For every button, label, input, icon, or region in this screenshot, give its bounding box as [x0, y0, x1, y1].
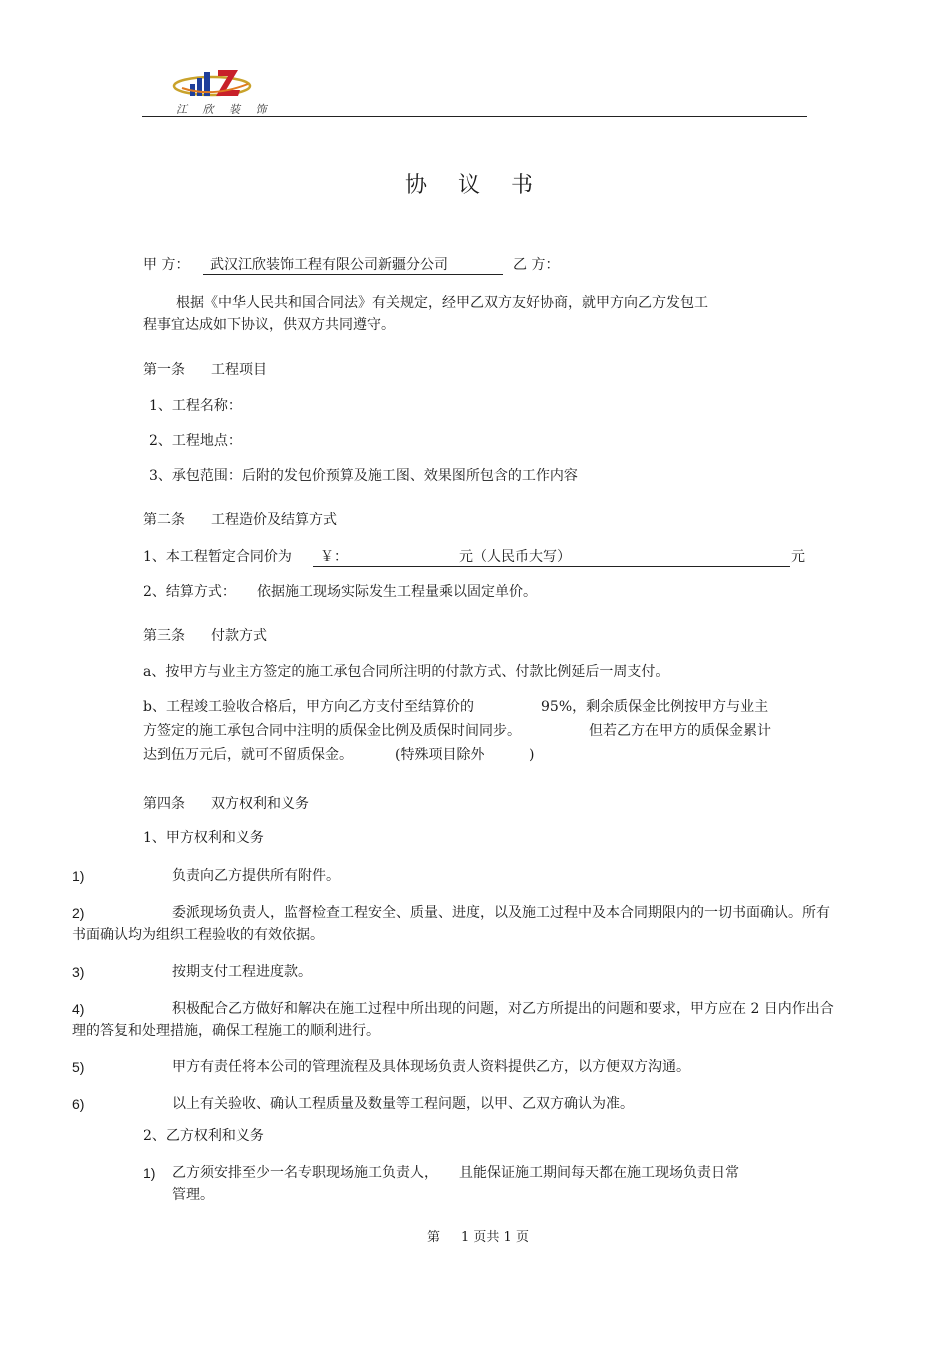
party-a-value: 武汉江欣装饰工程有限公司新疆分公司 [203, 256, 503, 275]
party-a-item-text: 负责向乙方提供所有附件。 [172, 868, 340, 884]
article-2-title: 工程造价及结算方式 [211, 512, 337, 528]
page-number: 1 页共 1 页 [461, 1230, 529, 1245]
logo-text: 江 欣 装 饰 [176, 103, 273, 116]
party-a-item-text: 甲方有责任将本公司的管理流程及具体现场负责人资料提供乙方，以方便双方沟通。 [172, 1059, 690, 1075]
party-a-item-number: 3) [72, 964, 85, 980]
payment-item-b-line-3c: ) [529, 747, 535, 763]
party-b-duties-heading: 2、乙方权利和义务 [143, 1128, 264, 1144]
party-a-item-continuation: 理的答复和处理措施，确保工程施工的顺利进行。 [72, 1023, 380, 1039]
party-b-item-text-b: 且能保证施工期间每天都在施工现场负责日常 [459, 1165, 739, 1181]
page-number-prefix: 第 [427, 1230, 441, 1245]
party-a-item-text: 按期支付工程进度款。 [172, 964, 312, 980]
party-a-item-number: 1) [72, 868, 85, 884]
article-3-title: 付款方式 [211, 628, 267, 644]
party-a-item-text: 积极配合乙方做好和解决在施工过程中所出现的问题，对乙方所提出的问题和要求，甲方应在 2 日内作出合 [172, 1001, 834, 1017]
intro-line-1: 根据《中华人民共和国合同法》有关规定，经甲乙双方友好协商，就甲方向乙方发包工 [176, 295, 708, 311]
party-a-label: 甲 方： [143, 257, 190, 273]
party-b-item-text-a: 乙方须安排至少一名专职现场施工负责人， [172, 1165, 438, 1181]
payment-item-b-line-1a: b、工程竣工验收合格后，甲方向乙方支付至结算价的 [143, 699, 474, 715]
payment-item-b-line-1b: 95%，剩余质保金比例按甲方与业主 [541, 699, 769, 715]
party-b-label: 乙 方： [513, 257, 560, 273]
article-4-title: 双方权利和义务 [211, 796, 309, 812]
price-symbol: ￥： [320, 549, 348, 565]
price-unit: 元 [791, 549, 805, 565]
settlement-label: 2、结算方式： [143, 584, 236, 600]
party-a-item-number: 4) [72, 1001, 85, 1017]
party-a-item-continuation: 书面确认均为组织工程验收的有效依据。 [72, 927, 324, 943]
payment-item-b-line-3a: 达到伍万元后，就可不留质保金。 [143, 747, 353, 763]
party-b-item-number: 1) [143, 1165, 156, 1181]
party-a-duties-heading: 1、甲方权利和义务 [143, 830, 264, 846]
project-name-item: 1、工程名称： [149, 398, 242, 414]
party-a-item-number: 6) [72, 1096, 85, 1112]
contract-price-label: 1、本工程暂定合同价为 [143, 549, 292, 565]
party-a-item-number: 2) [72, 905, 85, 921]
settlement-text: 依据施工现场实际发生工程量乘以固定单价。 [257, 584, 537, 600]
party-b-item-continuation: 管理。 [172, 1187, 214, 1203]
article-4-number: 第四条 [143, 796, 185, 812]
payment-item-a: a、按甲方与业主方签定的施工承包合同所注明的付款方式、付款比例延后一周支付。 [143, 664, 670, 680]
article-1-title: 工程项目 [211, 362, 267, 378]
payment-item-b-line-2b: 但若乙方在甲方的质保金累计 [589, 723, 771, 739]
party-a-item-number: 5) [72, 1059, 85, 1075]
document-title: 协 议 书 [405, 173, 545, 198]
party-a-item-text: 委派现场负责人，监督检查工程安全、质量、进度，以及施工过程中及本合同期限内的一切书面确认。所有 [172, 905, 830, 921]
payment-item-b-line-3b: (特殊项目除外 [395, 747, 485, 763]
article-3-number: 第三条 [143, 628, 185, 644]
header-divider [142, 116, 807, 117]
article-1-number: 第一条 [143, 362, 185, 378]
party-a-item-text: 以上有关验收、确认工程质量及数量等工程问题，以甲、乙双方确认为准。 [172, 1096, 634, 1112]
intro-line-2: 程事宜达成如下协议，供双方共同遵守。 [143, 317, 395, 333]
price-in-words-label: 元（人民币大写） [459, 549, 571, 565]
article-2-number: 第二条 [143, 512, 185, 528]
payment-item-b-line-2a: 方签定的施工承包合同中注明的质保金比例及质保时间同步。 [143, 723, 521, 739]
project-location-item: 2、工程地点： [149, 433, 242, 449]
contract-scope-item: 3、承包范围：后附的发包价预算及施工图、效果图所包含的工作内容 [149, 468, 578, 484]
